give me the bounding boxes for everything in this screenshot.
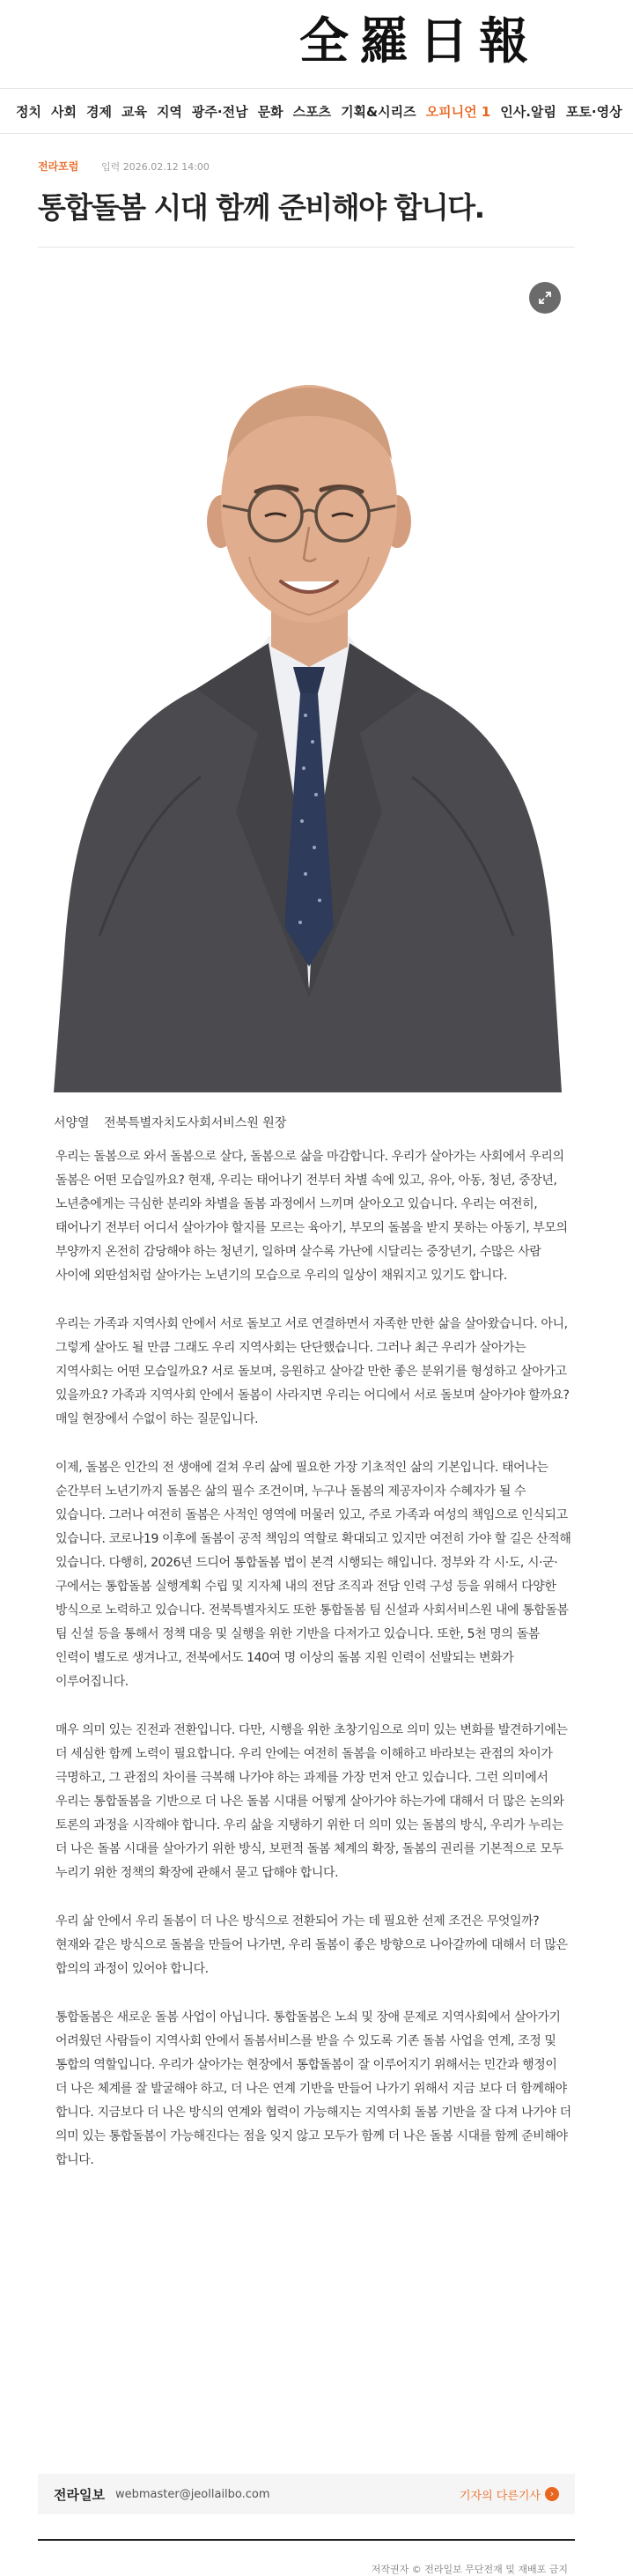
article-paragraph: 우리는 돌봄으로 와서 돌봄으로 살다, 돌봄으로 삶을 마감합니다. 우리가 살아가는 사회에서 우리의 돌봄은 어떤 모습일까요? 현재, 우리는 태어나기 전부터 차별 속에 있고, 유아, 아동, 청년, 중장년, 노년층에게는 극심한 분리와 차별을 돌봄 과정에서 느끼며 살아오고 있습니다. 우리는 여전히, 태어나기 전부터 어디서 살아가야 할지를 모르는 육아기, 부모의 돌봄을 받지 못하는 아동기, 부모의 부양까지 온전히 감당해야 하는 청년기, 일하며 살수록 가난에 시달리는 중장년기, 수많은 사람 사이에 외딴섬처럼 살아가는 노년기의 모습으로 우리의 일상이 채워지고 있기도 합니다. (55, 1150, 568, 1283)
byline-title: 전북특별자치도사회서비스원 원장 (104, 1116, 287, 1130)
article-paragraph: 매우 의미 있는 진전과 전환입니다. 다만, 시행을 위한 초창기임으로 의미 있는 변화를 발견하기에는 더 세심한 함께 노력이 필요합니다. 우리 안에는 여전히 돌봄을 이해하고 바라보는 관점의 차이가 극명하고, 그 관점의 차이를 극복해 나가야 하는 과제를 가장 먼저 안고 있습니다. 그런 의미에서 우리는 통합돌봄을 기반으로 더 나은 돌봄 시대를 어떻게 살아가야 하는가에 대해서 더 많은 논의와 토론의 과정을 시작해야 합니다. 우리 삶을 지탱하기 위한 더 의미 있는 돌봄의 방식, 우리가 누리는 더 나은 돌봄 시대를 살아가기 위한 방식, 보편적 돌봄 체계의 확장, 돌봄의 권리를 기본적으로 모두 누리기 위한 정책의 확장에 관해서 묻고 답해야 합니다. (55, 1723, 568, 1880)
publish-date: 입력 2026.02.12 14:00 (101, 161, 210, 173)
article-paragraph: 이제, 돌봄은 인간의 전 생애에 걸쳐 우리 삶에 필요한 가장 기초적인 삶의 기본입니다. 태어나는 순간부터 노년기까지 돌봄은 삶의 필수 조건이며, 누구나 돌봄의 제공자이자 수혜자가 될 수 있습니다. 그러나 여전히 돌봄은 사적인 영역에 머물러 있고, 주로 가족과 여성의 책임으로 인식되고 있습니다. 코로나19 이후에 돌봄이 공적 책임의 역할로 확대되고 있지만 여전히 가야 할 길은 산적해 있습니다. 다행히, 2026년 드디어 통합돌봄 법이 본격 시행되는 해입니다. 정부와 각 시·도, 시·군·구에서는 통합돌봄 실행계획 수립 및 지자체 내의 전담 조직과 전담 인력 구성 등을 위해서 다양한 방식으로 노력하고 있습니다. 전북특별자치도 또한 통합돌봄 팀 신설과 사회서비스원 내에 통합돌봄 팀 신설 등을 통해서 정책 대응 및 실행을 위한 기반을 다져가고 있습니다. 또한, 5천 명의 돌봄 인력이 별도로 생겨나고, 전북에서도 140여 명 이상의 돌봄 지원 인력이 선발되는 변화가 이루어집니다. (55, 1461, 571, 1689)
nav-item[interactable]: 오피니언 1 (425, 103, 491, 120)
nav-item[interactable]: 사회 (50, 103, 77, 120)
article-title: 통합돌봄 시대 함께 준비해야 합니다. (38, 190, 484, 225)
nav-item[interactable]: 포토·영상 (565, 103, 622, 120)
article-paragraph: 우리는 가족과 지역사회 안에서 서로 돌보고 서로 연결하면서 자족한 만한 삶을 살아왔습니다. 아니, 그렇게 살아도 될 만큼 그래도 우리 지역사회는 단단했습니다. 그러나 최근 우리가 살아가는 지역사회는 어떤 모습일까요? 서로 돌보며, 응원하고 살아갈 만한 좋은 분위기를 형성하고 살아가고 있을까요? 가족과 지역사회 안에서 돌봄이 사라지면 우리는 어디에서 서로 돌보며 살아가야 할까요? 매일 현장에서 수없이 하는 질문입니다. (55, 1317, 570, 1426)
nav-item[interactable]: 문화 (257, 103, 283, 120)
chevron-right-icon: › (545, 2487, 559, 2501)
title-divider (38, 247, 575, 248)
author-email[interactable]: webmaster@jeollailbo.com (114, 2487, 270, 2501)
nav-item[interactable]: 기획&시리즈 (341, 103, 416, 120)
article-paragraph: 통합돌봄은 새로운 돌봄 사업이 아닙니다. 통합돌봄은 노쇠 및 장애 문제로 지역사회에서 살아가기 어려웠던 사람들이 지역사회 안에서 돌봄서비스를 받을 수 있도록 기존 돌봄 사업을 연계, 조정 및 통합의 역할입니다. 우리가 살아가는 현장에서 통합돌봄이 잘 이루어지기 위해서는 민간과 행정이 더 나은 체계를 잘 발굴해야 하고, 더 나은 연계 기반을 만들어 나가기 위해서 지금 보다 더 함께해야 합니다. 지금보다 더 나은 방식의 연계와 협력이 가능해지는 지역사회 돌봄 기반을 잘 다져 나가야 더 의미 있는 통합돌봄이 가능해진다는 점을 잊지 않고 모두가 함께 더 나은 돌봄 시대를 함께 준비해야 합니다. (55, 2010, 571, 2167)
main-nav (0, 88, 633, 134)
nav-item[interactable]: 정치 (16, 103, 41, 120)
author-box (38, 2474, 575, 2514)
copyright-notice: 저작권자 © 전라일보 무단전재 및 재배포 금지 (371, 2564, 568, 2575)
footer-divider (38, 2539, 575, 2541)
expand-icon (538, 291, 552, 305)
nav-item[interactable]: 광주·전남 (191, 103, 248, 120)
byline-name: 서양열 (54, 1116, 90, 1130)
more-articles-label: 기자의 다른기사 (459, 2489, 541, 2503)
nav-item[interactable]: 교육 (121, 103, 147, 120)
publisher-name: 전라일보 (54, 2486, 105, 2503)
columnist-photo (47, 319, 566, 1092)
byline (54, 1114, 286, 1131)
article-paragraph: 우리 삶 안에서 우리 돌봄이 더 나은 방식으로 전환되어 가는 데 필요한 선제 조건은 무엇일까? 현재와 같은 방식으로 돌봄을 만들어 나가면, 우리 돌봄이 좋은 방향으로 나아갈까에 대해서 더 많은 합의의 과정이 있어야 합니다. (55, 1914, 568, 1976)
more-articles-link[interactable] (460, 2486, 559, 2503)
nav-item[interactable]: 인사.알림 (500, 103, 556, 120)
article-body (55, 1145, 571, 2197)
nav-item[interactable]: 스포츠 (292, 103, 332, 120)
site-logo[interactable]: 全羅日報 (299, 12, 539, 70)
site-header (0, 0, 633, 85)
expand-image-button[interactable] (529, 282, 561, 314)
section-label[interactable]: 전라포럼 (38, 160, 79, 173)
nav-item[interactable]: 경제 (85, 103, 112, 120)
nav-list (0, 89, 633, 133)
nav-item[interactable]: 지역 (156, 103, 182, 120)
